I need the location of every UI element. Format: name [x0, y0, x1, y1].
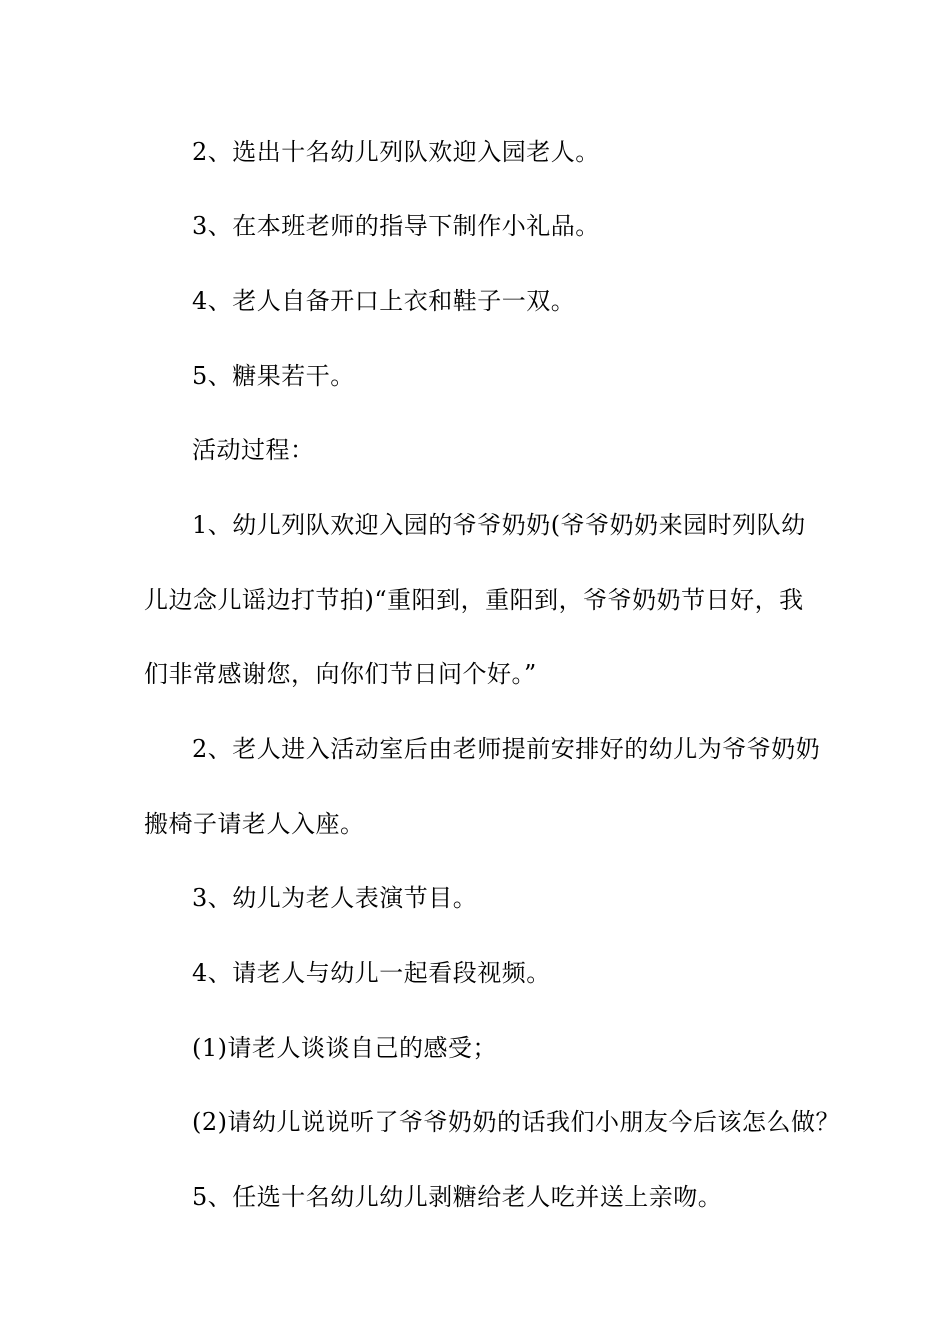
paragraph-step-1-line-3: 们非常感谢您，向你们节日问个好。” — [144, 660, 537, 688]
paragraph-step-2-line-1: 2、老人进入活动室后由老师提前安排好的幼儿为爷爷奶奶 — [192, 735, 821, 763]
section-heading-activity-process: 活动过程： — [192, 436, 315, 464]
paragraph-step-2-line-2: 搬椅子请老人入座。 — [144, 810, 365, 838]
paragraph-step-3: 3、幼儿为老人表演节目。 — [192, 884, 478, 912]
paragraph-step-4: 4、请老人与幼儿一起看段视频。 — [192, 959, 551, 987]
paragraph-step-1-line-2: 儿边念儿谣边打节拍)“重阳到，重阳到，爷爷奶奶节日好，我 — [144, 586, 804, 614]
paragraph-prep-5: 5、糖果若干。 — [192, 362, 355, 390]
paragraph-step-1-line-1: 1、幼儿列队欢迎入园的爷爷奶奶(爷爷奶奶来园时列队幼 — [192, 511, 806, 539]
paragraph-prep-2: 2、选出十名幼儿列队欢迎入园老人。 — [192, 138, 600, 166]
paragraph-step-5: 5、任选十名幼儿幼儿剥糖给老人吃并送上亲吻。 — [192, 1183, 723, 1211]
paragraph-step-4-sub-1: (1)请老人谈谈自己的感受； — [192, 1034, 497, 1062]
paragraph-step-4-sub-2: (2)请幼儿说说听了爷爷奶奶的话我们小朋友今后该怎么做？ — [192, 1108, 840, 1136]
paragraph-prep-4: 4、老人自备开口上衣和鞋子一双。 — [192, 287, 576, 315]
paragraph-prep-3: 3、在本班老师的指导下制作小礼品。 — [192, 212, 600, 240]
